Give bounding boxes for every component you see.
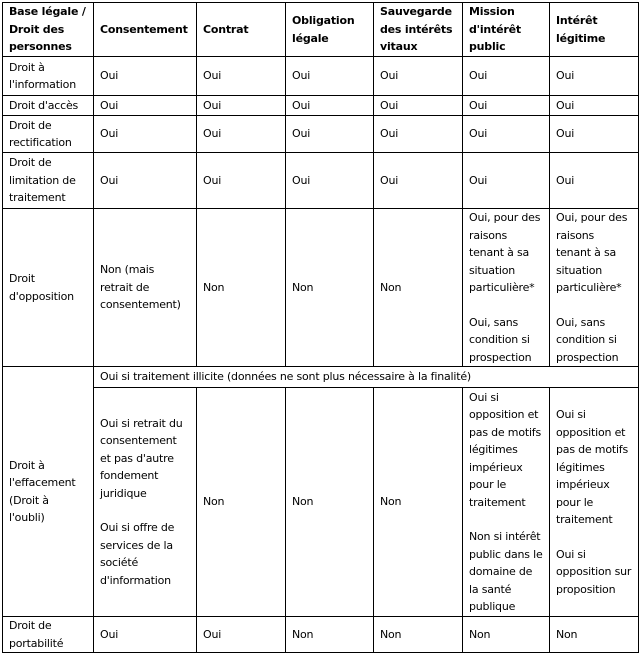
- header-base-legale: Base légale / Droit des personnes: [3, 3, 94, 57]
- table-row-effacement-common: [3, 367, 639, 388]
- table-cell: Non: [197, 388, 286, 617]
- header-row: [3, 3, 639, 57]
- table-cell: Oui: [197, 57, 286, 96]
- row-label: Droit d'opposition: [3, 209, 94, 367]
- paragraph-gap: [100, 502, 190, 519]
- table-cell: Oui: [463, 57, 550, 96]
- cell-paragraph: Oui si offre de services de la société d'information: [100, 521, 175, 587]
- table-cell: Non: [374, 617, 463, 653]
- table-cell: Oui: [94, 153, 197, 209]
- header-sauvegarde: Sauvegarde des intérêts vitaux: [374, 3, 463, 57]
- cell-paragraph: Oui, pour des raisons tenant à sa situation particulière*: [556, 211, 628, 294]
- header-consentement: Consentement: [94, 3, 197, 57]
- spanning-cell: Oui si traitement illicite (données ne sont plus nécessaire à la finalité): [94, 367, 639, 388]
- table-cell: Oui: [94, 617, 197, 653]
- header-contrat: Contrat: [197, 3, 286, 57]
- table-cell: Oui: [550, 116, 639, 153]
- table-cell: Oui: [197, 153, 286, 209]
- cell-paragraph: Non si intérêt public dans le domaine de la santé publique: [469, 530, 543, 613]
- table-cell: [463, 388, 550, 617]
- table-cell: [94, 388, 197, 617]
- rights-by-legal-basis-table: [2, 2, 639, 653]
- paragraph-gap: [556, 529, 632, 546]
- table-cell: Oui: [94, 57, 197, 96]
- paragraph-gap: [469, 297, 543, 314]
- row-label: Droit de rectification: [3, 116, 94, 153]
- table-cell: Oui: [286, 96, 374, 116]
- table-row-rectification: [3, 116, 639, 153]
- table-cell: Oui: [286, 153, 374, 209]
- table-cell: Oui: [374, 57, 463, 96]
- table-row-limitation: [3, 153, 639, 209]
- row-label: Droit d'accès: [3, 96, 94, 116]
- table-row-information: [3, 57, 639, 96]
- table-cell: Oui: [286, 116, 374, 153]
- table-cell: Oui: [463, 153, 550, 209]
- table-row-portabilite: [3, 617, 639, 653]
- header-obligation-legale: Obligation légale: [286, 3, 374, 57]
- cell-paragraph: Oui si opposition sur proposition: [556, 547, 632, 596]
- table-cell: Non: [286, 617, 374, 653]
- table-cell: Oui: [374, 96, 463, 116]
- table-cell: Oui: [550, 57, 639, 96]
- table-cell: Oui: [550, 153, 639, 209]
- row-label: Droit de limitation de traitement: [3, 153, 94, 209]
- row-label: Droit à l'effacement (Droit à l'oubli): [3, 367, 94, 617]
- table-cell: Non: [286, 388, 374, 617]
- paragraph-gap: [556, 297, 632, 314]
- table-row-opposition: [3, 209, 639, 367]
- table-cell: [463, 209, 550, 367]
- table-cell: Oui: [94, 116, 197, 153]
- cell-paragraph: Oui, pour des raisons tenant à sa situation particulière*: [469, 211, 541, 294]
- table-cell: Oui: [374, 153, 463, 209]
- table-cell: [550, 388, 639, 617]
- table-cell: Non: [374, 209, 463, 367]
- table-cell: Oui: [197, 96, 286, 116]
- table-cell: [550, 209, 639, 367]
- table-cell: Non: [374, 388, 463, 617]
- table-row-effacement: [3, 388, 639, 617]
- paragraph-gap: [469, 511, 543, 528]
- table-cell: Oui: [197, 116, 286, 153]
- table-cell: Oui: [550, 96, 639, 116]
- table-cell: Oui: [374, 116, 463, 153]
- table-cell: Non: [463, 617, 550, 653]
- table-row-acces: [3, 96, 639, 116]
- cell-paragraph: Oui si retrait du consentement et pas d'autre fondement juridique: [100, 416, 183, 500]
- cell-paragraph: Oui si opposition et pas de motifs légitimes impérieux pour le traitement: [469, 390, 542, 509]
- header-interet-legitime: Intérêt légitime: [550, 3, 639, 57]
- cell-paragraph: Oui, sans condition si prospection: [469, 315, 532, 364]
- table-cell: Non: [550, 617, 639, 653]
- table-cell: Non: [197, 209, 286, 367]
- table-cell: Oui: [197, 617, 286, 653]
- cell-paragraph: Oui, sans condition si prospection: [556, 315, 619, 364]
- row-label: Droit à l'information: [3, 57, 94, 96]
- table-cell: Non: [286, 209, 374, 367]
- table-cell: Oui: [463, 96, 550, 116]
- table-cell: Oui: [463, 116, 550, 153]
- row-label: Droit de portabilité: [3, 617, 94, 653]
- cell-paragraph: Oui si opposition et pas de motifs légitimes impérieux pour le traitement: [556, 408, 629, 526]
- table-cell: Oui: [286, 57, 374, 96]
- table-cell: Non (mais retrait de consentement): [94, 209, 197, 367]
- header-mission-interet-public: Mission d'intérêt public: [463, 3, 550, 57]
- table-cell: Oui: [94, 96, 197, 116]
